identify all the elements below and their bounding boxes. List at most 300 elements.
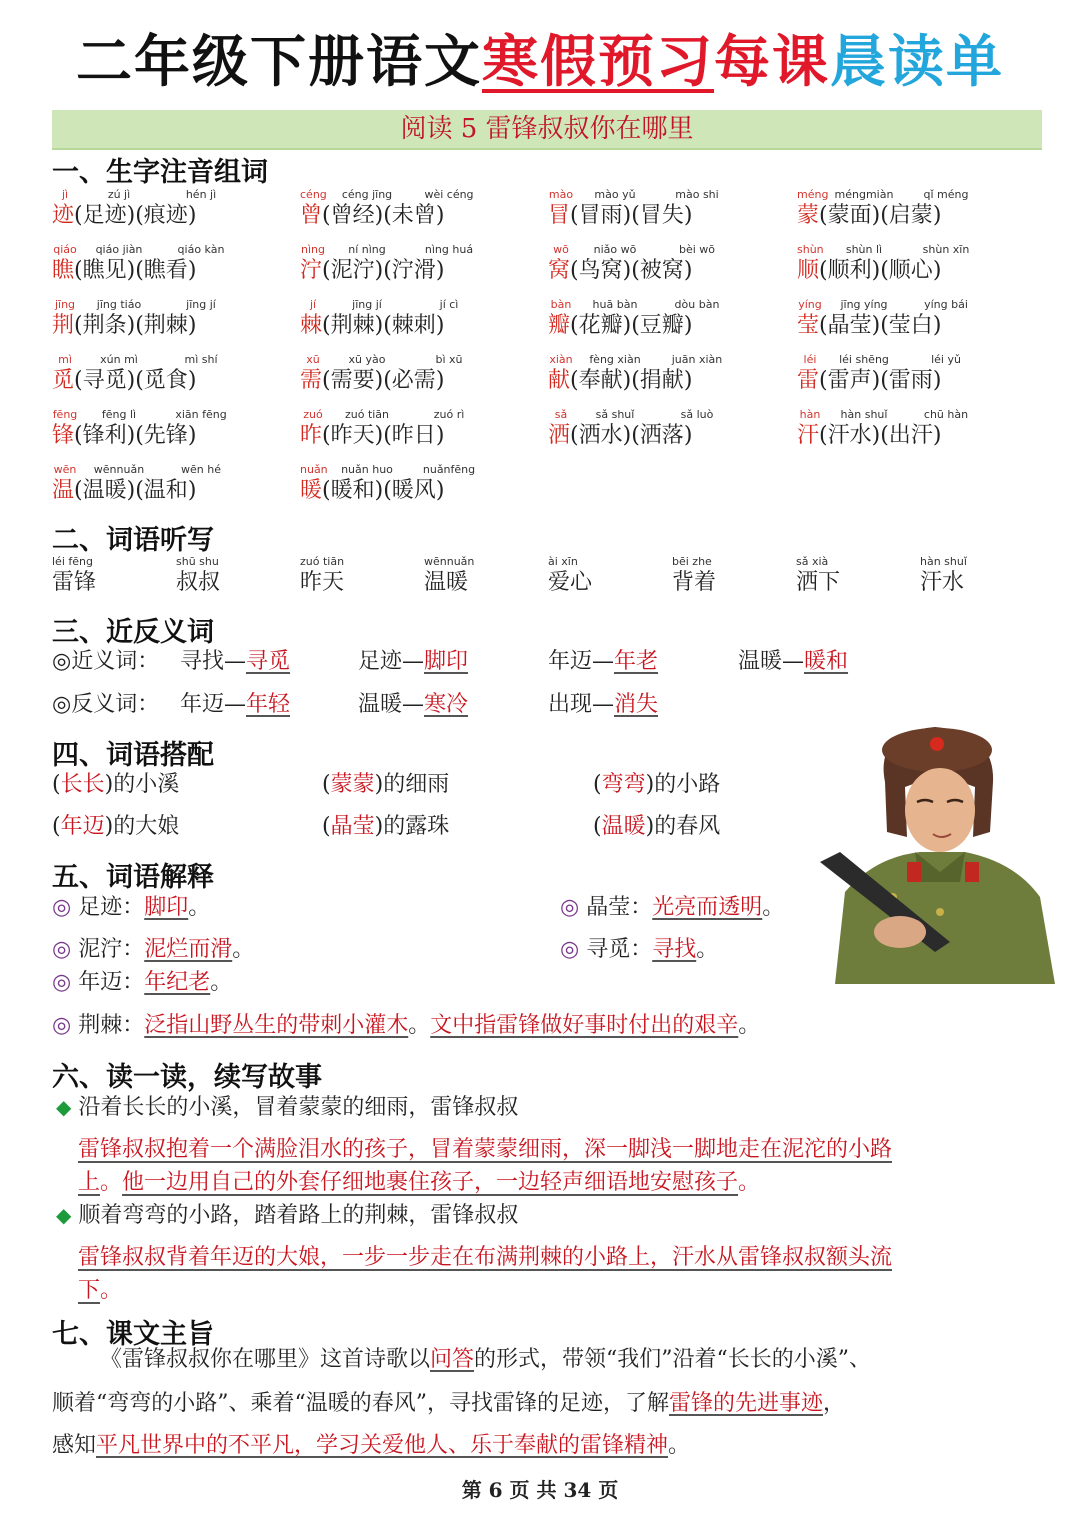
dictation-pinyin: shū shu	[176, 555, 219, 568]
char-words: 荆(荆条)(荆棘)	[52, 313, 197, 338]
char: 献	[548, 368, 571, 393]
char-pinyin: jì	[61, 188, 69, 201]
definition: 泛指山野丛生的带刺小灌木	[144, 1013, 409, 1038]
ant-pair	[180, 690, 290, 720]
dictation-word	[796, 555, 840, 597]
char: 窝	[548, 258, 571, 283]
char-entry	[52, 353, 297, 395]
collocation-noun: 的小路	[654, 772, 721, 797]
collocation-fill: 晶莹	[330, 814, 375, 839]
pinyin-line	[548, 188, 793, 202]
word1: 花瓣	[578, 313, 623, 338]
dictation-text: 背着	[672, 570, 717, 595]
char-entry	[300, 353, 545, 395]
ant-word: 出现—	[548, 692, 615, 717]
word1-pinyin: huā bàn	[592, 298, 638, 311]
char: 曾	[300, 203, 323, 228]
word2-pinyin: juān xiàn	[671, 353, 723, 366]
pinyin-line	[548, 243, 793, 257]
char-pinyin: méng	[797, 188, 829, 201]
word2-pinyin: chū hàn	[923, 408, 969, 421]
char-words: 汗(汗水)(出汗)	[797, 423, 942, 448]
syn-pair	[548, 647, 658, 677]
word2: 洒落	[639, 423, 684, 448]
char-entry	[300, 188, 545, 230]
dictation-pinyin: zuó tiān	[300, 555, 345, 568]
char-pinyin: xū	[306, 353, 320, 366]
word2: 必需	[391, 368, 436, 393]
syn-answer: 年老	[614, 649, 659, 674]
char-pinyin: nìng	[301, 243, 325, 256]
word1-pinyin: xū yào	[348, 353, 386, 366]
char-entry	[52, 408, 297, 450]
word1: 奉献	[578, 368, 623, 393]
char-entry	[797, 353, 1042, 395]
pinyin-line	[548, 353, 793, 367]
word2-pinyin: wèi céng	[424, 188, 474, 201]
word1: 汗水	[827, 423, 872, 448]
term: 晶莹：	[586, 895, 653, 920]
word1-pinyin: sǎ shuǐ	[595, 408, 635, 421]
char: 蒙	[797, 203, 820, 228]
word1: 瞧见	[82, 258, 127, 283]
ant-word: 温暖—	[358, 692, 425, 717]
dictation-text: 温暖	[424, 570, 469, 595]
char-words: 棘(荆棘)(棘刺)	[300, 313, 445, 338]
char-entry	[52, 463, 297, 505]
page-title: 二年级下册语文寒假预习每课晨读单	[76, 30, 1004, 95]
word1: 曾经	[330, 203, 375, 228]
collocation-noun: 的露珠	[383, 814, 450, 839]
answer-1: 雷锋叔叔抱着一个满脸泪水的孩子，冒着蒙蒙细雨，深一脚浅一脚地走在泥沱的小路 上。他一边用自己的外套仔细地裹住孩子，一边轻声细语地安慰孩子。	[78, 1137, 893, 1195]
explanation-item	[52, 893, 210, 923]
term: 年迈：	[78, 970, 145, 995]
char-pinyin: wō	[553, 243, 569, 256]
syn-word: 温暖—	[738, 649, 805, 674]
word2: 棘刺	[391, 313, 436, 338]
diamond-icon: ◆	[56, 1203, 72, 1227]
word1-pinyin: ní nìng	[348, 243, 386, 256]
pinyin-line	[797, 298, 1042, 312]
char-entry	[300, 408, 545, 450]
antonym-label: ◎反义词：	[52, 692, 160, 717]
pinyin-line	[797, 408, 1042, 422]
word1: 寻觅	[82, 368, 127, 393]
char-pinyin: zuó	[303, 408, 323, 421]
section-7-title: 七、课文主旨	[52, 1319, 214, 1350]
word2: 顺心	[888, 258, 933, 283]
word2-pinyin: sǎ luò	[680, 408, 714, 421]
word1: 晶莹	[827, 313, 872, 338]
char: 泞	[300, 258, 323, 283]
char-entry	[797, 298, 1042, 340]
word2-pinyin: yíng bái	[924, 298, 968, 311]
summary-line-1: 《雷锋叔叔你在哪里》这首诗歌以问答的形式，带领“我们”沿着“长长的小溪”、	[100, 1347, 872, 1372]
dictation-pinyin: ài xīn	[548, 555, 578, 568]
char-pinyin: qiáo	[53, 243, 77, 256]
collocation-item: (年迈)的大娘	[52, 814, 180, 839]
word1: 雷声	[827, 368, 872, 393]
pinyin-line	[300, 353, 545, 367]
word1: 蒙面	[827, 203, 872, 228]
char: 觅	[52, 368, 75, 393]
syn-word: 足迹—	[358, 649, 425, 674]
syn-answer: 脚印	[424, 649, 469, 674]
section-5-title: 五、词语解释	[52, 862, 214, 893]
dictation-text: 汗水	[920, 570, 965, 595]
word1-pinyin: jīng jí	[352, 298, 382, 311]
word1-pinyin: fèng xiàn	[589, 353, 641, 366]
word1: 荆条	[82, 313, 127, 338]
word2-pinyin: mì shí	[184, 353, 218, 366]
section-3-title: 三、近反义词	[52, 617, 214, 648]
word1-pinyin: hàn shuǐ	[840, 408, 888, 421]
collocation-fill: 弯弯	[601, 772, 646, 797]
syn-word: 年迈—	[548, 649, 615, 674]
char: 顺	[797, 258, 820, 283]
dictation-pinyin: hàn shuǐ	[920, 555, 967, 568]
word2-pinyin: jīng jí	[186, 298, 216, 311]
dictation-word	[176, 555, 220, 597]
char: 冒	[548, 203, 571, 228]
word1: 顺利	[827, 258, 872, 283]
answer-2: 雷锋叔叔背着年迈的大娘，一步一步走在布满荆棘的小路上，汗水从雷锋叔叔额头流 下。	[78, 1245, 893, 1303]
word2-pinyin: nuǎnfēng	[422, 463, 476, 476]
char-pinyin: xiàn	[549, 353, 573, 366]
char-words: 需(需要)(必需)	[300, 368, 445, 393]
word1-pinyin: fēng lì	[101, 408, 137, 421]
summary-line-3: 感知平凡世界中的不平凡，学习关爱他人、乐于奉献的雷锋精神。	[52, 1433, 691, 1458]
term: 足迹：	[78, 895, 145, 920]
char-pinyin: fēng	[52, 408, 78, 421]
dictation-pinyin: bēi zhe	[672, 555, 712, 568]
word1-pinyin: céng jīng	[341, 188, 393, 201]
collocation-fill: 蒙蒙	[330, 772, 375, 797]
explanation-item	[52, 968, 232, 998]
pinyin-line	[548, 408, 793, 422]
term: 泥泞：	[78, 937, 145, 962]
char: 暖	[300, 478, 323, 503]
char: 需	[300, 368, 323, 393]
word2: 泞滑	[391, 258, 436, 283]
word1-pinyin: zú jì	[107, 188, 131, 201]
pinyin-line	[797, 353, 1042, 367]
char-pinyin: jí	[309, 298, 317, 311]
char: 瞧	[52, 258, 75, 283]
word2: 未曾	[391, 203, 436, 228]
char-words: 窝(鸟窝)(被窝)	[548, 258, 693, 283]
punct: 。	[738, 1013, 761, 1038]
word2: 莹白	[888, 313, 933, 338]
word1: 泥泞	[330, 258, 375, 283]
dictation-text: 昨天	[300, 570, 345, 595]
prompt-2: ◆ 顺着弯弯的小路，踏着路上的荆棘，雷锋叔叔	[56, 1203, 519, 1228]
char-pinyin: wēn	[53, 463, 77, 476]
word1-pinyin: jīng yíng	[840, 298, 888, 311]
dictation-word	[672, 555, 716, 597]
char-words: 瞧(瞧见)(瞧看)	[52, 258, 197, 283]
char-words: 锋(锋利)(先锋)	[52, 423, 197, 448]
char-words: 莹(晶莹)(莹白)	[797, 313, 942, 338]
char-words: 昨(昨天)(昨日)	[300, 423, 445, 448]
word2-pinyin: bèi wō	[678, 243, 716, 256]
bullet-circle-icon: ◎	[560, 937, 587, 962]
char-words: 暖(暖和)(暖风)	[300, 478, 445, 503]
char: 锋	[52, 423, 75, 448]
prompt-1: ◆ 沿着长长的小溪，冒着蒙蒙的细雨，雷锋叔叔	[56, 1095, 519, 1120]
char-entry	[52, 188, 297, 230]
char-pinyin: léi	[803, 353, 817, 366]
bullet-circle-icon: ◎	[52, 1013, 79, 1038]
char: 昨	[300, 423, 323, 448]
char: 汗	[797, 423, 820, 448]
bullet-circle-icon: ◎	[52, 937, 79, 962]
word1: 鸟窝	[578, 258, 623, 283]
word1: 足迹	[82, 203, 127, 228]
word2: 雷雨	[888, 368, 933, 393]
char-words: 蒙(蒙面)(启蒙)	[797, 203, 942, 228]
word1: 洒水	[578, 423, 623, 448]
collocation-noun: 的春风	[654, 814, 721, 839]
collocation-item: (弯弯)的小路	[593, 772, 721, 797]
word2: 瞧看	[143, 258, 188, 283]
char-entry	[548, 408, 793, 450]
punct: 。	[210, 970, 233, 995]
word2-pinyin: qǐ méng	[923, 188, 969, 201]
word2: 出汗	[888, 423, 933, 448]
word2: 荆棘	[143, 313, 188, 338]
word2: 启蒙	[888, 203, 933, 228]
char-words: 觅(寻觅)(觅食)	[52, 368, 197, 393]
syn-pair	[180, 647, 290, 677]
section-2-title: 二、词语听写	[52, 525, 214, 556]
word2-pinyin: zuó rì	[433, 408, 465, 421]
syn-answer: 寻觅	[246, 649, 291, 674]
word1-pinyin: nuǎn huo	[341, 463, 393, 476]
pinyin-line	[300, 188, 545, 202]
collocation-noun: 的大娘	[113, 814, 180, 839]
word2-pinyin: qiáo kàn	[177, 243, 225, 256]
collocation-fill: 长长	[60, 772, 105, 797]
char: 瓣	[548, 313, 571, 338]
pinyin-line	[797, 243, 1042, 257]
section-4-title: 四、词语搭配	[52, 740, 214, 771]
word1-pinyin: zuó tiān	[344, 408, 390, 421]
collocation-item: (温暖)的春风	[593, 814, 721, 839]
ant-pair	[548, 690, 658, 720]
dictation-text: 洒下	[796, 570, 841, 595]
ant-answer: 年轻	[246, 692, 291, 717]
word1-pinyin: shùn lì	[845, 243, 883, 256]
word2-pinyin: shùn xīn	[922, 243, 970, 256]
char: 荆	[52, 313, 75, 338]
punct: 。	[408, 1013, 431, 1038]
char-pinyin: mào	[548, 188, 574, 201]
pinyin-line	[548, 298, 793, 312]
dictation-text: 叔叔	[176, 570, 221, 595]
punct: 。	[762, 895, 785, 920]
word1-pinyin: mào yǔ	[594, 188, 636, 201]
char-pinyin: hàn	[799, 408, 821, 421]
word1: 昨天	[330, 423, 375, 448]
word1: 温暖	[82, 478, 127, 503]
word1-pinyin: jīng tiáo	[96, 298, 142, 311]
definition: 脚印	[144, 895, 189, 920]
char-entry	[548, 298, 793, 340]
char-pinyin: nuǎn	[300, 463, 328, 476]
char-pinyin: yíng	[798, 298, 822, 311]
char-words: 泞(泥泞)(泞滑)	[300, 258, 445, 283]
char-entry	[300, 298, 545, 340]
word1-pinyin: léi shēng	[839, 353, 889, 366]
word1-pinyin: wēnnuǎn	[93, 463, 145, 476]
char-entry	[300, 463, 545, 505]
char-words: 温(温暖)(温和)	[52, 478, 197, 503]
explanation-item	[560, 935, 718, 965]
char: 迹	[52, 203, 75, 228]
ant-word: 年迈—	[180, 692, 247, 717]
term: 寻觅：	[586, 937, 653, 962]
word1-pinyin: xún mì	[100, 353, 138, 366]
char: 洒	[548, 423, 571, 448]
dictation-pinyin: sǎ xià	[796, 555, 829, 568]
word2: 捐献	[639, 368, 684, 393]
word2: 豆瓣	[639, 313, 684, 338]
pinyin-line	[52, 243, 297, 257]
definition: 寻找	[652, 937, 697, 962]
word2-pinyin: dòu bàn	[674, 298, 720, 311]
char-words: 洒(洒水)(洒落)	[548, 423, 693, 448]
word2: 觅食	[143, 368, 188, 393]
char-entry	[797, 188, 1042, 230]
word1: 需要	[330, 368, 375, 393]
char-pinyin: mì	[58, 353, 72, 366]
bullet-circle-icon: ◎	[52, 895, 79, 920]
char-words: 曾(曾经)(未曾)	[300, 203, 445, 228]
ant-answer: 消失	[614, 692, 659, 717]
collocation-item: (晶莹)的露珠	[322, 814, 450, 839]
ant-answer: 寒冷	[424, 692, 469, 717]
definition-2: 文中指雷锋做好事时付出的艰辛	[430, 1013, 739, 1038]
word1-pinyin: qiáo jiàn	[95, 243, 143, 256]
definition: 泥烂而滑	[144, 937, 233, 962]
word2: 暖风	[391, 478, 436, 503]
section-1-title: 一、生字注音组词	[52, 157, 268, 188]
char-words: 瓣(花瓣)(豆瓣)	[548, 313, 693, 338]
dictation-text: 爱心	[548, 570, 593, 595]
char-words: 迹(足迹)(痕迹)	[52, 203, 197, 228]
word2: 冒失	[639, 203, 684, 228]
term: 荆棘：	[78, 1013, 145, 1038]
word2-pinyin: wēn hé	[181, 463, 221, 476]
punct: 。	[696, 937, 719, 962]
syn-answer: 暖和	[804, 649, 849, 674]
char-entry	[797, 243, 1042, 285]
word2-pinyin: nìng huá	[424, 243, 474, 256]
word2-pinyin: jí cì	[439, 298, 459, 311]
section-6-title: 六、读一读，续写故事	[52, 1062, 322, 1093]
word1: 暖和	[330, 478, 375, 503]
syn-pair	[738, 647, 848, 677]
dictation-word	[424, 555, 474, 597]
word1: 冒雨	[578, 203, 623, 228]
diamond-icon: ◆	[56, 1095, 72, 1119]
dictation-word	[52, 555, 96, 597]
char-pinyin: bàn	[550, 298, 572, 311]
char-words: 雷(雷声)(雷雨)	[797, 368, 942, 393]
lei-feng-illustration	[815, 722, 1060, 984]
explanation-item	[52, 935, 254, 965]
explanation-item	[560, 893, 784, 923]
char-pinyin: jīng	[54, 298, 76, 311]
pinyin-line	[300, 298, 545, 312]
ant-pair	[358, 690, 468, 720]
char-entry	[548, 243, 793, 285]
char-words: 顺(顺利)(顺心)	[797, 258, 942, 283]
collocation-item: (蒙蒙)的细雨	[322, 772, 450, 797]
syn-pair	[358, 647, 468, 677]
dictation-word	[920, 555, 967, 597]
char: 温	[52, 478, 75, 503]
char-entry	[300, 243, 545, 285]
char: 棘	[300, 313, 323, 338]
char-pinyin: céng	[300, 188, 327, 201]
char: 雷	[797, 368, 820, 393]
pinyin-line	[52, 298, 297, 312]
pinyin-line	[52, 408, 297, 422]
word1-pinyin: méngmiàn	[834, 188, 894, 201]
word1: 锋利	[82, 423, 127, 448]
char: 莹	[797, 313, 820, 338]
pinyin-line	[797, 188, 1042, 202]
word2-pinyin: mào shi	[675, 188, 719, 201]
word1-pinyin: niǎo wō	[593, 243, 637, 256]
word2-pinyin: léi yǔ	[931, 353, 961, 366]
char-entry	[797, 408, 1042, 450]
char-entry	[52, 298, 297, 340]
pinyin-line	[52, 188, 297, 202]
explanation-item	[52, 1011, 760, 1041]
char-pinyin: shùn	[797, 243, 824, 256]
word2-pinyin: xiān fēng	[175, 408, 227, 421]
word2: 温和	[143, 478, 188, 503]
dictation-word	[300, 555, 344, 597]
pinyin-line	[52, 353, 297, 367]
bullet-circle-icon: ◎	[52, 970, 79, 995]
punct: 。	[188, 895, 211, 920]
word2: 痕迹	[143, 203, 188, 228]
collocation-noun: 的细雨	[383, 772, 450, 797]
pinyin-line	[300, 408, 545, 422]
char-words: 冒(冒雨)(冒失)	[548, 203, 693, 228]
char-entry	[548, 188, 793, 230]
char-entry	[52, 243, 297, 285]
summary-line-2: 顺着“弯弯的小路”、乘着“温暖的春风”，寻找雷锋的足迹，了解雷锋的先进事迹，	[52, 1391, 846, 1416]
dictation-pinyin: léi fēng	[52, 555, 93, 568]
pinyin-line	[300, 243, 545, 257]
dictation-pinyin: wēnnuǎn	[424, 555, 475, 568]
dictation-word	[548, 555, 592, 597]
pinyin-line	[52, 463, 297, 477]
dictation-text: 雷锋	[52, 570, 97, 595]
collocation-fill: 温暖	[601, 814, 646, 839]
definition: 光亮而透明	[652, 895, 763, 920]
punct: 。	[232, 937, 255, 962]
definition: 年纪老	[144, 970, 211, 995]
word2: 被窝	[639, 258, 684, 283]
word1: 荆棘	[330, 313, 375, 338]
word2: 昨日	[391, 423, 436, 448]
